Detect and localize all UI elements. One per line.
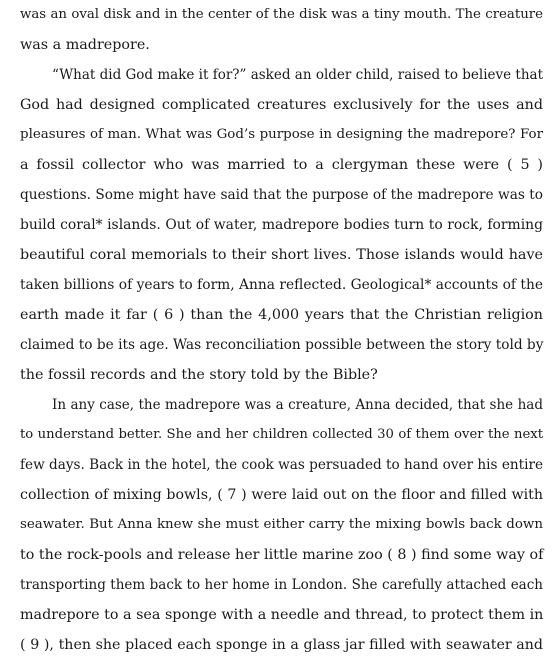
text-line: madrepore to a sea sponge with a needle and thread, to protect them in [20, 607, 544, 623]
text-line: the fossil records and the story told by the Bible? [20, 367, 378, 383]
text-line: questions. Some might have said that the purpose of the madrepore was to [20, 187, 543, 203]
text-line: few days. Back in the hotel, the cook was persuaded to hand over his entire [20, 457, 543, 473]
text-line: beautiful coral memorials to their short lives. Those islands would have [20, 247, 543, 263]
text-line: collection of mixing bowls, ( 7 ) were laid out on the floor and filled with [20, 487, 543, 503]
text-line: to understand better. She and her children collected 30 of them over the next [20, 427, 543, 442]
text-line: transporting them back to her home in London. She carefully attached each [20, 577, 543, 593]
text-line: God had designed complicated creatures exclusively for the uses and [20, 97, 543, 113]
text-line: ( 9 ), then she placed each sponge in a glass jar filled with seawater and [20, 637, 543, 653]
text-line: to the rock-pools and release her little marine zoo ( 8 ) find some way of [20, 547, 544, 563]
text-line: “What did God make it for?” asked an older child, raised to believe that [52, 67, 544, 83]
text-line: taken billions of years to form, Anna reflected. Geological* accounts of the [20, 277, 543, 293]
text-line: claimed to be its age. Was reconciliation possible between the story told by [20, 337, 544, 353]
text-line: was a madrepore. [20, 37, 150, 53]
text-line: a fossil collector who was married to a clergyman these were ( 5 ) [20, 157, 543, 173]
text-line: was an oval disk and in the center of the disk was a tiny mouth. The creature [20, 7, 543, 22]
text-line: build coral* islands. Out of water, madrepore bodies turn to rock, forming [20, 217, 543, 233]
text-line: In any case, the madrepore was a creature, Anna decided, that she had [52, 397, 543, 413]
text-line: pleasures of man. What was God’s purpose in designing the madrepore? For [20, 127, 543, 142]
text-line: earth made it far ( 6 ) than the 4,000 years that the Christian religion [20, 307, 543, 323]
text-line: seawater. But Anna knew she must either carry the mixing bowls back down [20, 517, 543, 532]
